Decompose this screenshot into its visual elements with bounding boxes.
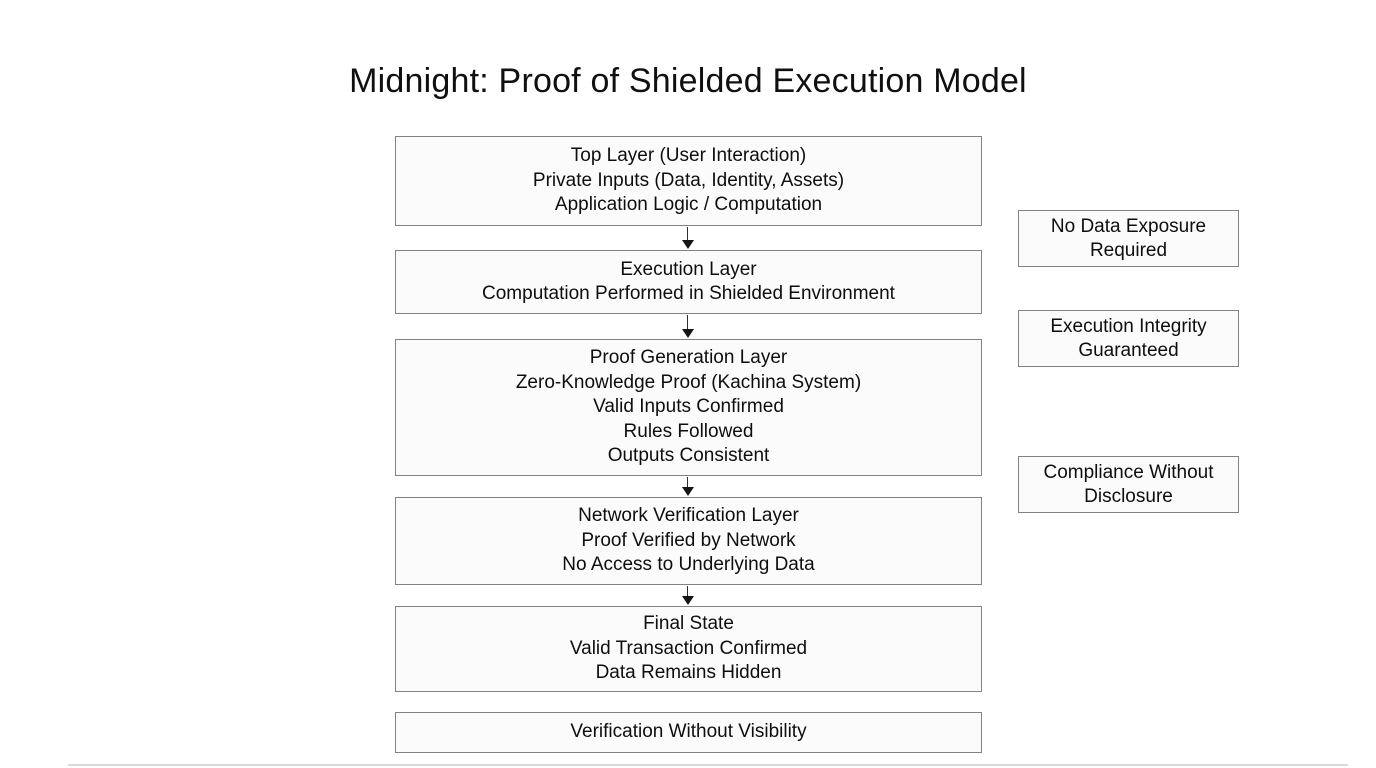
down-arrow-icon xyxy=(680,315,695,338)
annotation-text-line: Compliance Without xyxy=(1043,461,1214,483)
layer-text-line: No Access to Underlying Data xyxy=(562,554,815,576)
layer-text-line: Verification Without Visibility xyxy=(570,721,807,743)
layer-text-line: Data Remains Hidden xyxy=(595,662,782,684)
layer-text-line: Zero-Knowledge Proof (Kachina System) xyxy=(515,371,862,393)
arrow-head xyxy=(682,596,694,605)
layer-text-line: Outputs Consistent xyxy=(607,445,770,467)
arrow-head xyxy=(682,487,694,496)
layer-text-line: Proof Verified by Network xyxy=(581,529,796,551)
down-arrow-icon xyxy=(680,586,695,605)
layer-text-line: Network Verification Layer xyxy=(578,505,799,527)
flow-box-execution-layer xyxy=(395,250,982,314)
layer-text-line: Valid Inputs Confirmed xyxy=(593,396,784,418)
layer-text-line: Valid Transaction Confirmed xyxy=(569,637,808,659)
layer-text-line: Private Inputs (Data, Identity, Assets) xyxy=(532,169,845,191)
layer-text-line: Final State xyxy=(643,613,734,635)
annotation-text-line: Guaranteed xyxy=(1078,339,1179,361)
flow-box-final-state xyxy=(395,606,982,692)
flow-box-proof-generation-layer xyxy=(395,339,982,476)
arrow-head xyxy=(682,329,694,338)
flow-box-top-layer xyxy=(395,136,982,226)
layer-text-line: Rules Followed xyxy=(623,420,754,442)
layer-text-line: Top Layer (User Interaction) xyxy=(570,145,807,167)
down-arrow-icon xyxy=(680,477,695,496)
annotation-text-line: Disclosure xyxy=(1084,485,1173,507)
down-arrow-icon xyxy=(680,227,695,249)
annotation-box-execution-integrity xyxy=(1018,310,1239,367)
flow-box-verification-without-visibility xyxy=(395,712,982,753)
annotation-text-line: No Data Exposure xyxy=(1050,215,1207,237)
layer-text-line: Proof Generation Layer xyxy=(589,347,788,369)
arrow-shaft xyxy=(687,227,689,241)
annotation-text-line: Required xyxy=(1089,239,1168,261)
layer-text-line: Application Logic / Computation xyxy=(554,194,823,216)
bottom-edge-line xyxy=(68,764,1348,766)
arrow-shaft xyxy=(687,315,689,330)
flow-box-network-verification-layer xyxy=(395,497,982,585)
layer-text-line: Execution Layer xyxy=(620,258,757,280)
arrow-head xyxy=(682,240,694,249)
diagram-title: Midnight: Proof of Shielded Execution Model xyxy=(349,62,1027,100)
annotation-box-compliance-without-disclosure xyxy=(1018,456,1239,513)
annotation-text-line: Execution Integrity xyxy=(1050,315,1207,337)
layer-text-line: Computation Performed in Shielded Environment xyxy=(482,283,895,304)
annotation-box-no-data-exposure xyxy=(1018,210,1239,267)
